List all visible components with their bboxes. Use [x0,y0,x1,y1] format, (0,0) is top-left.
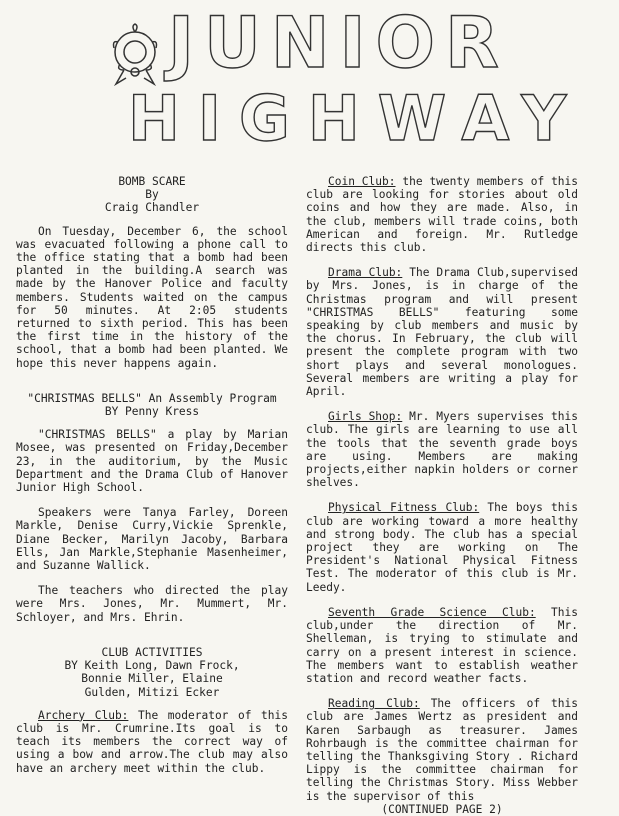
club-name: Physical Fitness Club: [328,501,480,515]
byline-label: By [145,188,159,202]
wreath-icon [100,20,170,90]
right-column [306,175,578,816]
club-name: Coin Club: [328,175,396,188]
club-name: Seventh Grade Science Club: [328,605,536,619]
club-text: The boys this club are working toward a more healthy and strong body. The club has a special project they are working on The President's National Physical Fitness Test. The moderator of this club is Mr. Leedy. [306,501,578,594]
club-text: the twenty members of this club are looking for stories about old coins and how they are made. Also, in the club, members will trade coins, both American and foreign. Mr. Rutledge directs this club. [306,175,579,255]
article-author: Gulden, Mitizi Ecker [84,685,220,699]
club-text: The officers of this club are James Wertz as president and Karen Sarbaugh as treasurer. James Rohrbaugh is the committee chairman for telling the Thanksgiving Story . Richard Lippy is the committee chairman for telling the Christmas Story. Miss Webber is the supervisor of this [306,697,578,803]
archery-club-paragraph [16,709,288,775]
article-author: Craig Chandler [104,201,200,215]
article-author: BY Keith Long, Dawn Frock, [64,659,240,673]
masthead-title-line1: JUNIOR [168,2,509,84]
girls-shop-paragraph [306,410,578,489]
article-title: "CHRISTMAS BELLS" An Assembly Program [27,391,277,405]
article-author: Bonnie Miller, Elaine [81,672,223,686]
club-name: Drama Club: [328,266,403,280]
article-title: BOMB SCARE [118,175,186,188]
drama-club-paragraph [306,266,578,398]
masthead [0,0,619,160]
coin-club-paragraph [306,175,578,254]
club-name: Girls Shop: [328,410,403,424]
christmas-bells-p2: Speakers were Tanya Farley, Doreen Markle, Denise Curry,Vickie Sprenkle, Diane Becker, Marilyn Jacoby, Barbara Ells, Jan Markle,Stephanie Masenheimer, and Suzanne Wallick. [16,506,288,573]
science-club-paragraph [306,606,578,685]
continued-note: (CONTINUED PAGE 2) [381,802,503,816]
left-column [16,175,288,787]
christmas-bells-header [16,392,288,418]
club-text: The moderator of this club is Mr. Crumrine.Its goal is to teach its members the correct way of using a bow and arrow.The club may also have an archery meet within the club. [16,708,289,775]
article-title: CLUB ACTIVITIES [101,645,203,659]
christmas-bells-p1: "CHRISTMAS BELLS" a play by Marian Mosee, was presented on Friday,December 23, in the auditorium, by the Music Department and the Drama Club of Hanover Junior High School. [16,428,288,495]
club-activities-header [16,646,288,699]
bomb-scare-header [16,175,288,215]
club-text: Mr. Myers supervises this club. The girls are learning to use all the tools that the seventh grade boys are using. Members are making projects,either napkin holders or corner shelves. [306,410,578,490]
club-name: Reading Club: [328,697,420,711]
fitness-club-paragraph [306,501,578,593]
bomb-scare-body: On Tuesday, December 6, the school was evacuated following a phone call to the office stating that a bomb had been planted in the building.A search was made by the Hanover Police and faculty members. Students waited on the campus for 50 minutes. At 2:05 students returned to sixth period. This has been the first time in the history of the school, that a bomb had been planted. We hope this never happens again. [16,224,288,370]
christmas-bells-p3: The teachers who directed the play were Mrs. Jones, Mr. Mummert, Mr. Schloyer, and Mrs. Ehrin. [16,584,288,624]
article-author: BY Penny Kress [104,405,200,419]
masthead-title-line2: HIGHWAY [128,82,585,155]
club-text: This club,under the direction of Mr. Shelleman, is trying to stimulate and carry on a present interest in science. The members want to establish weather station and record weather facts. [306,605,578,685]
reading-club-paragraph [306,697,578,803]
club-text: The Drama Club,supervised by Mrs. Jones, is in charge of the Christmas program and will present "CHRISTMAS BELLS" featuring some speaking by club members and music by the chorus. In February, the club will present the complete program with two short plays and several monologues. Several members are writing a play for April. [306,266,579,399]
club-name: Archery Club: [38,708,129,722]
